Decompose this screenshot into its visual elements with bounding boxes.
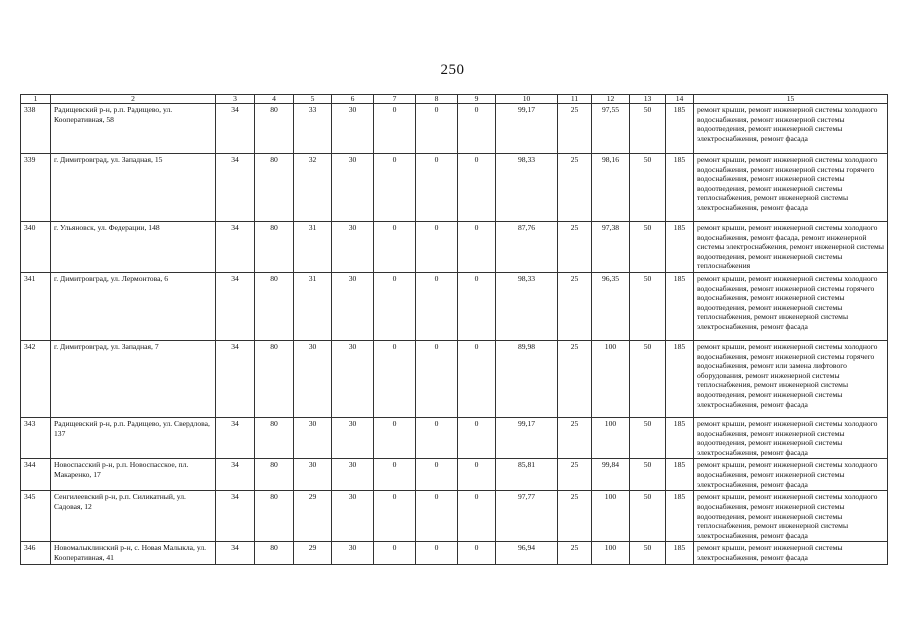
col11-cell: 25 [558,491,592,542]
works-cell: ремонт крыши, ремонт инженерной системы холодного водоснабжения, ремонт инженерной системы горячего водоснабжения, ремонт инженерной системы водоотведения, ремонт инженерной системы теплоснабжения, ремонт инженерной системы электроснабжения, ремонт фасада [694,272,888,340]
col6-cell: 30 [332,340,374,417]
column-header: 5 [294,95,332,104]
column-header: 11 [558,95,592,104]
table-row [21,542,888,565]
col11-cell: 25 [558,222,592,273]
col9-cell: 0 [458,272,496,340]
table-row [21,340,888,417]
col3-cell: 34 [216,272,255,340]
col11-cell: 25 [558,104,592,154]
col3-cell: 34 [216,340,255,417]
row-number: 340 [21,222,51,273]
col7-cell: 0 [374,340,416,417]
col8-cell: 0 [416,417,458,458]
col11-cell: 25 [558,459,592,491]
col8-cell: 0 [416,491,458,542]
col7-cell: 0 [374,491,416,542]
col14-cell: 185 [666,491,694,542]
col4-cell: 80 [255,154,294,222]
col11-cell: 25 [558,417,592,458]
works-cell: ремонт крыши, ремонт инженерной системы холодного водоснабжения, ремонт фасада, ремонт инженерной системы электроснабжения, ремонт инженерной системы водоотведения, ремонт инженерной системы теплоснабжения [694,222,888,273]
address-cell: Новомалыклинский р-н, с. Новая Малыкла, ул. Кооперативная, 41 [51,542,216,565]
col12-cell: 98,16 [592,154,630,222]
col4-cell: 80 [255,417,294,458]
column-header: 6 [332,95,374,104]
col9-cell: 0 [458,154,496,222]
col3-cell: 34 [216,417,255,458]
col13-cell: 50 [630,459,666,491]
works-cell: ремонт крыши, ремонт инженерной системы холодного водоснабжения, ремонт инженерной системы водоотведения, ремонт инженерной системы электроснабжения, ремонт фасада [694,104,888,154]
column-header: 13 [630,95,666,104]
col5-cell: 30 [294,459,332,491]
row-number: 342 [21,340,51,417]
col7-cell: 0 [374,272,416,340]
col8-cell: 0 [416,459,458,491]
address-cell: г. Димитровград, ул. Лермонтова, 6 [51,272,216,340]
column-header: 4 [255,95,294,104]
col11-cell: 25 [558,542,592,565]
col9-cell: 0 [458,222,496,273]
col13-cell: 50 [630,542,666,565]
col6-cell: 30 [332,104,374,154]
column-header: 12 [592,95,630,104]
col14-cell: 185 [666,154,694,222]
column-header: 1 [21,95,51,104]
col13-cell: 50 [630,272,666,340]
address-cell: г. Ульяновск, ул. Федерации, 148 [51,222,216,273]
col7-cell: 0 [374,459,416,491]
address-cell: Радищевский р-н, р.п. Радищево, ул. Свердлова, 137 [51,417,216,458]
address-cell: г. Димитровград, ул. Западная, 15 [51,154,216,222]
table-row [21,272,888,340]
col10-cell: 98,33 [496,154,558,222]
col4-cell: 80 [255,459,294,491]
works-cell: ремонт крыши, ремонт инженерной системы холодного водоснабжения, ремонт инженерной системы электроснабжения, ремонт фасада [694,459,888,491]
col11-cell: 25 [558,340,592,417]
col8-cell: 0 [416,272,458,340]
col12-cell: 100 [592,417,630,458]
column-header: 14 [666,95,694,104]
col6-cell: 30 [332,491,374,542]
table-row [21,104,888,154]
col7-cell: 0 [374,417,416,458]
table-row [21,417,888,458]
col7-cell: 0 [374,542,416,565]
col5-cell: 31 [294,272,332,340]
column-header: 8 [416,95,458,104]
column-header: 3 [216,95,255,104]
col3-cell: 34 [216,459,255,491]
col13-cell: 50 [630,154,666,222]
row-number: 346 [21,542,51,565]
col5-cell: 30 [294,417,332,458]
col13-cell: 50 [630,104,666,154]
col9-cell: 0 [458,491,496,542]
table-header-row [21,95,888,104]
col10-cell: 89,98 [496,340,558,417]
table-body [21,104,888,565]
col12-cell: 99,84 [592,459,630,491]
col14-cell: 185 [666,104,694,154]
col8-cell: 0 [416,154,458,222]
column-header: 10 [496,95,558,104]
page-number: 250 [440,62,465,78]
col14-cell: 185 [666,340,694,417]
col5-cell: 29 [294,491,332,542]
col6-cell: 30 [332,542,374,565]
col10-cell: 99,17 [496,104,558,154]
col14-cell: 185 [666,272,694,340]
col11-cell: 25 [558,154,592,222]
col14-cell: 185 [666,222,694,273]
col12-cell: 97,55 [592,104,630,154]
works-cell: ремонт крыши, ремонт инженерной системы электроснабжения, ремонт фасада [694,542,888,565]
col5-cell: 30 [294,340,332,417]
address-cell: Сенгилеевский р-н, р.п. Силикатный, ул. Садовая, 12 [51,491,216,542]
col14-cell: 185 [666,417,694,458]
col12-cell: 96,35 [592,272,630,340]
column-header: 7 [374,95,416,104]
col10-cell: 85,81 [496,459,558,491]
col12-cell: 97,38 [592,222,630,273]
col3-cell: 34 [216,491,255,542]
col4-cell: 80 [255,542,294,565]
col7-cell: 0 [374,154,416,222]
row-number: 338 [21,104,51,154]
col8-cell: 0 [416,340,458,417]
col12-cell: 100 [592,542,630,565]
col9-cell: 0 [458,417,496,458]
table-row [21,222,888,273]
works-cell: ремонт крыши, ремонт инженерной системы холодного водоснабжения, ремонт инженерной системы горячего водоснабжения, ремонт или замена лифтового оборудования, ремонт инженерной системы теплоснабжения, ремонт инженерной системы водоотведения, ремонт инженерной системы электроснабжения, ремонт фасада [694,340,888,417]
col4-cell: 80 [255,222,294,273]
column-header: 15 [694,95,888,104]
col3-cell: 34 [216,104,255,154]
table-row [21,459,888,491]
column-header: 9 [458,95,496,104]
col5-cell: 29 [294,542,332,565]
col4-cell: 80 [255,104,294,154]
col10-cell: 98,33 [496,272,558,340]
col4-cell: 80 [255,272,294,340]
col12-cell: 100 [592,491,630,542]
col5-cell: 33 [294,104,332,154]
works-cell: ремонт крыши, ремонт инженерной системы холодного водоснабжения, ремонт инженерной системы горячего водоснабжения, ремонт инженерной системы водоотведения, ремонт инженерной системы теплоснабжения, ремонт инженерной системы электроснабжения, ремонт фасада [694,154,888,222]
works-cell: ремонт крыши, ремонт инженерной системы холодного водоснабжения, ремонт инженерной системы водоотведения, ремонт инженерной системы теплоснабжения, ремонт инженерной системы электроснабжения, ремонт фасада [694,491,888,542]
col3-cell: 34 [216,542,255,565]
table-row [21,154,888,222]
col8-cell: 0 [416,222,458,273]
col9-cell: 0 [458,542,496,565]
row-number: 344 [21,459,51,491]
col9-cell: 0 [458,340,496,417]
col9-cell: 0 [458,104,496,154]
col12-cell: 100 [592,340,630,417]
col11-cell: 25 [558,272,592,340]
col9-cell: 0 [458,459,496,491]
address-cell: г. Димитровград, ул. Западная, 7 [51,340,216,417]
col7-cell: 0 [374,104,416,154]
col3-cell: 34 [216,222,255,273]
col10-cell: 96,94 [496,542,558,565]
col13-cell: 50 [630,222,666,273]
col14-cell: 185 [666,459,694,491]
column-header: 2 [51,95,216,104]
col6-cell: 30 [332,417,374,458]
col7-cell: 0 [374,222,416,273]
buildings-table [20,94,888,565]
address-cell: Радищевский р-н, р.п. Радищево, ул. Кооперативная, 58 [51,104,216,154]
col6-cell: 30 [332,459,374,491]
address-cell: Новоспасский р-н, р.п. Новоспасское, пл. Макаренко, 17 [51,459,216,491]
col6-cell: 30 [332,222,374,273]
col6-cell: 30 [332,154,374,222]
col5-cell: 32 [294,154,332,222]
col13-cell: 50 [630,417,666,458]
col14-cell: 185 [666,542,694,565]
row-number: 343 [21,417,51,458]
row-number: 339 [21,154,51,222]
works-cell: ремонт крыши, ремонт инженерной системы холодного водоснабжения, ремонт инженерной системы водоотведения, ремонт инженерной системы электроснабжения, ремонт фасада [694,417,888,458]
col8-cell: 0 [416,542,458,565]
col13-cell: 50 [630,491,666,542]
row-number: 341 [21,272,51,340]
col4-cell: 80 [255,491,294,542]
col4-cell: 80 [255,340,294,417]
table-row [21,491,888,542]
row-number: 345 [21,491,51,542]
col10-cell: 99,17 [496,417,558,458]
col3-cell: 34 [216,154,255,222]
col13-cell: 50 [630,340,666,417]
col6-cell: 30 [332,272,374,340]
col10-cell: 87,76 [496,222,558,273]
col5-cell: 31 [294,222,332,273]
col10-cell: 97,77 [496,491,558,542]
col8-cell: 0 [416,104,458,154]
